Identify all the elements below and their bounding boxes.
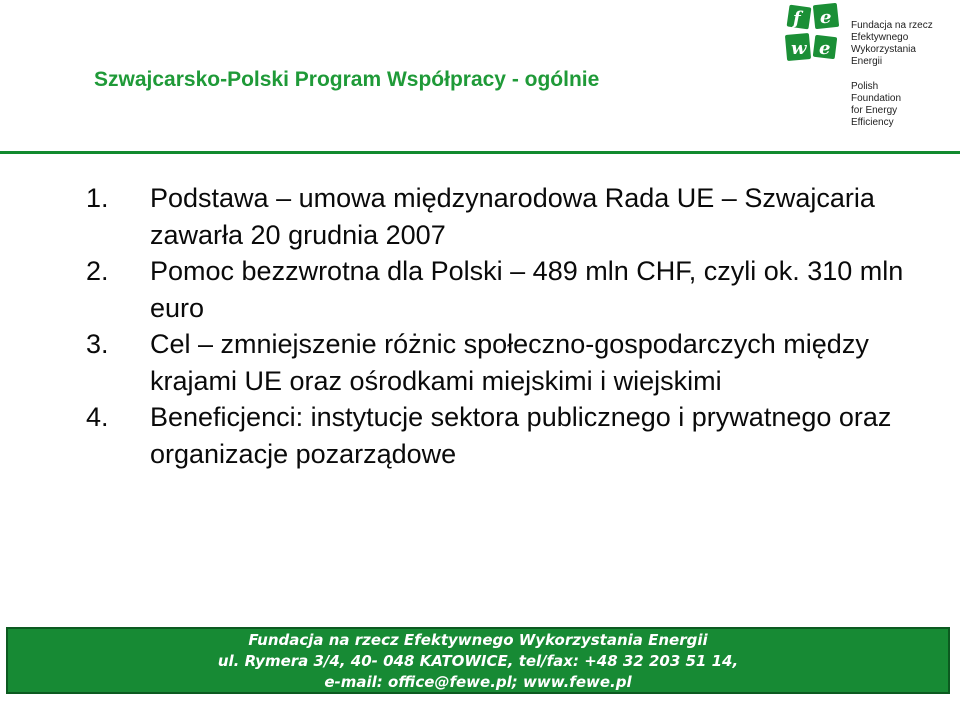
svg-text:e: e bbox=[820, 7, 832, 28]
list-item bbox=[86, 253, 916, 326]
svg-text:e: e bbox=[819, 38, 831, 59]
list-item-text: Pomoc bezzwrotna dla Polski – 489 mln CHF, czyli ok. 310 mln euro bbox=[150, 256, 904, 323]
svg-text:f: f bbox=[793, 8, 801, 29]
list-item-number: 1. bbox=[86, 183, 109, 213]
list-item-number: 2. bbox=[86, 256, 109, 286]
fewe-logo-icon bbox=[780, 2, 846, 68]
list-item-text: Beneficjenci: instytucje sektora publicznego i prywatnego oraz organizacje pozarządowe bbox=[150, 402, 892, 469]
list-item bbox=[86, 399, 916, 472]
svg-text:w: w bbox=[791, 38, 807, 59]
logo-name-pl: Fundacja na rzecz Efektywnego Wykorzystania Energii bbox=[851, 20, 933, 67]
list-item-number: 3. bbox=[86, 329, 109, 359]
logo-name-en: Polish Foundation for Energy Efficiency bbox=[851, 81, 902, 128]
slide-title: Szwajcarsko-Polski Program Współpracy - ogólnie bbox=[94, 68, 600, 91]
list-item bbox=[86, 326, 916, 399]
list-item bbox=[86, 180, 916, 253]
footer-contact: e-mail: office@fewe.pl; www.fewe.pl bbox=[324, 673, 632, 691]
points-list bbox=[86, 180, 916, 472]
footer-contact-box bbox=[6, 627, 950, 694]
list-item-text: Cel – zmniejszenie różnic społeczno-gospodarczych między krajami UE oraz ośrodkami miejskimi i wiejskimi bbox=[150, 329, 869, 396]
header-divider bbox=[0, 151, 960, 154]
list-item-number: 4. bbox=[86, 402, 109, 432]
list-item-text: Podstawa – umowa międzynarodowa Rada UE – Szwajcaria zawarła 20 grudnia 2007 bbox=[150, 183, 875, 250]
footer-address: ul. Rymera 3/4, 40- 048 KATOWICE, tel/fax: +48 32 203 51 14, bbox=[217, 652, 739, 670]
fewe-logo bbox=[776, 2, 956, 126]
footer-organization: Fundacja na rzecz Efektywnego Wykorzystania Energii bbox=[248, 631, 708, 649]
